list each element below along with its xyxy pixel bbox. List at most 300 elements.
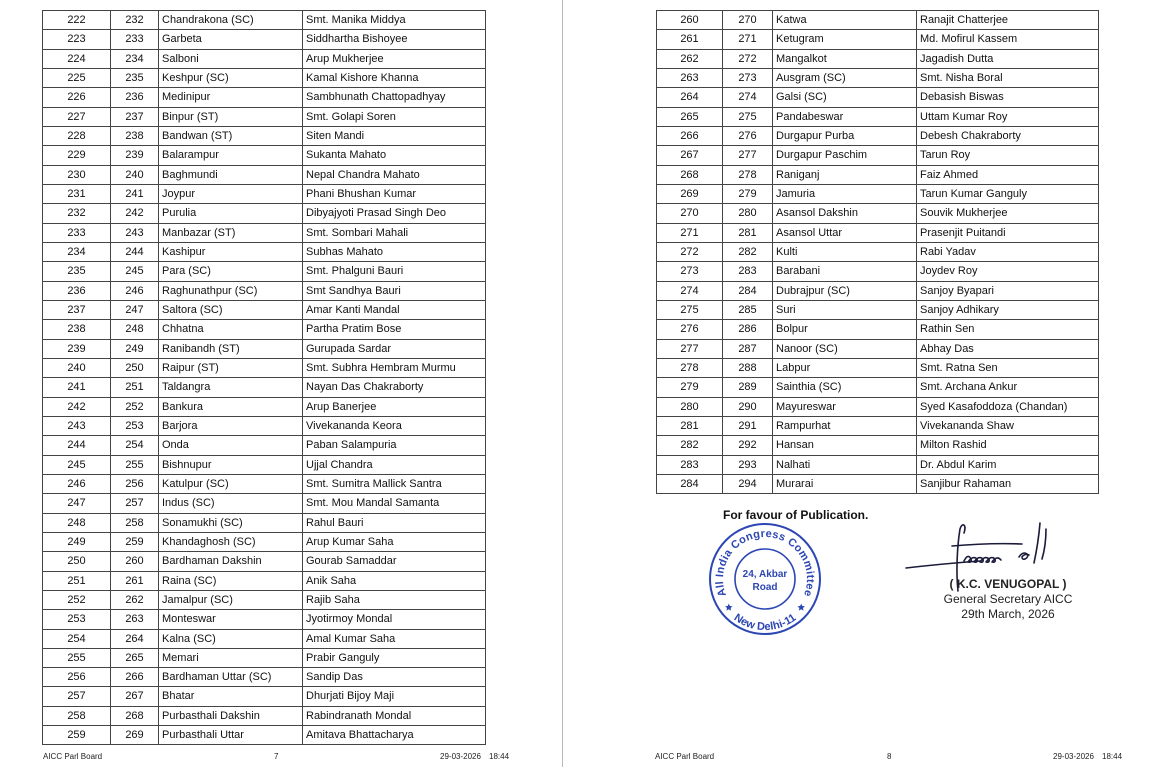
candidate-table-page-7 (42, 10, 486, 745)
serial-number-cell: 262 (657, 50, 723, 68)
ac-number-cell: 254 (111, 436, 159, 454)
constituency-cell: Bhatar (159, 687, 303, 705)
serial-number-cell: 242 (43, 398, 111, 416)
ac-number-cell: 292 (723, 436, 773, 454)
table-row (43, 398, 485, 417)
table-row (43, 69, 485, 88)
footer-board: AICC Parl Board (43, 752, 103, 761)
constituency-cell: Onda (159, 436, 303, 454)
candidate-cell: Milton Rashid (920, 439, 987, 452)
table-row (657, 146, 1098, 165)
constituency-cell: Jamalpur (SC) (159, 591, 303, 609)
ac-number-cell: 251 (111, 378, 159, 396)
candidate-cell: Smt. Sumitra Mallick Santra (306, 477, 442, 490)
ac-number-cell: 264 (111, 630, 159, 648)
table-row (657, 320, 1098, 339)
serial-number-cell: 259 (43, 726, 111, 744)
table-row (657, 166, 1098, 185)
ac-number-cell: 249 (111, 340, 159, 358)
serial-number-cell: 255 (43, 649, 111, 667)
serial-number-cell: 276 (657, 320, 723, 338)
serial-number-cell: 228 (43, 127, 111, 145)
serial-number-cell: 270 (657, 204, 723, 222)
table-row (43, 30, 485, 49)
constituency-cell: Bandwan (ST) (159, 127, 303, 145)
table-row (43, 687, 485, 706)
ac-number-cell: 265 (111, 649, 159, 667)
candidate-cell: Vivekananda Keora (306, 419, 402, 432)
candidate-cell: Arup Mukherjee (306, 52, 384, 65)
candidate-cell: Smt Sandhya Bauri (306, 284, 401, 297)
serial-number-cell: 249 (43, 533, 111, 551)
table-row (43, 514, 485, 533)
table-row (43, 649, 485, 668)
candidate-cell: Dibyajyoti Prasad Singh Deo (306, 207, 447, 220)
candidate-cell: Sanjoy Byapari (920, 284, 994, 297)
constituency-cell: Medinipur (159, 88, 303, 106)
constituency-cell: Chandrakona (SC) (159, 11, 303, 29)
candidate-cell: Ujjal Chandra (306, 458, 373, 471)
ac-number-cell: 270 (723, 11, 773, 29)
constituency-cell: Raniganj (773, 166, 917, 184)
table-row (43, 456, 485, 475)
constituency-cell: Baghmundi (159, 166, 303, 184)
candidate-cell: Amitava Bhattacharya (306, 729, 414, 742)
constituency-cell: Galsi (SC) (773, 88, 917, 106)
constituency-cell: Bishnupur (159, 456, 303, 474)
ac-number-cell: 247 (111, 301, 159, 319)
ac-number-cell: 253 (111, 417, 159, 435)
candidate-cell: Smt. Mou Mandal Samanta (306, 497, 440, 510)
table-row (657, 378, 1098, 397)
serial-number-cell: 273 (657, 262, 723, 280)
candidate-cell: Dr. Abdul Karim (920, 458, 997, 471)
table-row (657, 243, 1098, 262)
candidate-cell: Smt. Subhra Hembram Murmu (306, 361, 456, 374)
ac-number-cell: 285 (723, 301, 773, 319)
table-row (657, 436, 1098, 455)
constituency-cell: Chhatna (159, 320, 303, 338)
constituency-cell: Taldangra (159, 378, 303, 396)
table-row (657, 417, 1098, 436)
ac-number-cell: 242 (111, 204, 159, 222)
serial-number-cell: 272 (657, 243, 723, 261)
candidate-table-page-8 (656, 10, 1099, 494)
serial-number-cell: 284 (657, 475, 723, 493)
serial-number-cell: 261 (657, 30, 723, 48)
constituency-cell: Balarampur (159, 146, 303, 164)
serial-number-cell: 234 (43, 243, 111, 261)
serial-number-cell: 223 (43, 30, 111, 48)
candidate-cell: Smt. Ratna Sen (920, 361, 998, 374)
table-row (657, 127, 1098, 146)
constituency-cell: Indus (SC) (159, 494, 303, 512)
constituency-cell: Katwa (773, 11, 917, 29)
ac-number-cell: 255 (111, 456, 159, 474)
candidate-cell: Sandip Das (306, 671, 363, 684)
table-row (43, 262, 485, 281)
candidate-cell: Jagadish Dutta (920, 52, 994, 65)
table-row (43, 359, 485, 378)
constituency-cell: Durgapur Purba (773, 127, 917, 145)
constituency-cell: Saltora (SC) (159, 301, 303, 319)
constituency-cell: Bardhaman Dakshin (159, 552, 303, 570)
ac-number-cell: 246 (111, 282, 159, 300)
table-row (43, 11, 485, 30)
serial-number-cell: 252 (43, 591, 111, 609)
candidate-cell: Kamal Kishore Khanna (306, 71, 419, 84)
signatory-date: 29th March, 2026 (961, 607, 1055, 621)
page-divider (562, 0, 563, 767)
constituency-cell: Bardhaman Uttar (SC) (159, 668, 303, 686)
constituency-cell: Ranibandh (ST) (159, 340, 303, 358)
candidate-cell: Jyotirmoy Mondal (306, 613, 393, 626)
serial-number-cell: 251 (43, 572, 111, 590)
ac-number-cell: 233 (111, 30, 159, 48)
serial-number-cell: 241 (43, 378, 111, 396)
constituency-cell: Kashipur (159, 243, 303, 261)
ac-number-cell: 257 (111, 494, 159, 512)
ac-number-cell: 236 (111, 88, 159, 106)
stamp-outer-text: All India Congress Committee (713, 527, 817, 599)
serial-number-cell: 266 (657, 127, 723, 145)
serial-number-cell: 282 (657, 436, 723, 454)
candidate-cell: Arup Banerjee (306, 400, 377, 413)
serial-number-cell: 254 (43, 630, 111, 648)
ac-number-cell: 258 (111, 514, 159, 532)
footer-time: 18:44 (489, 752, 510, 761)
serial-number-cell: 233 (43, 224, 111, 242)
ac-number-cell: 269 (111, 726, 159, 744)
serial-number-cell: 250 (43, 552, 111, 570)
table-row (43, 224, 485, 243)
constituency-cell: Sainthia (SC) (773, 378, 917, 396)
table-row (43, 726, 485, 745)
candidate-cell: Ranajit Chatterjee (920, 14, 1009, 26)
table-row (43, 533, 485, 552)
candidate-cell: Sanjibur Rahaman (920, 477, 1012, 490)
serial-number-cell: 244 (43, 436, 111, 454)
ac-number-cell: 266 (111, 668, 159, 686)
constituency-cell: Manbazar (ST) (159, 224, 303, 242)
serial-number-cell: 264 (657, 88, 723, 106)
table-row (43, 668, 485, 687)
serial-number-cell: 268 (657, 166, 723, 184)
ac-number-cell: 245 (111, 262, 159, 280)
constituency-cell: Keshpur (SC) (159, 69, 303, 87)
table-row (43, 630, 485, 649)
constituency-cell: Purbasthali Uttar (159, 726, 303, 744)
signatory-designation: General Secretary AICC (943, 592, 1073, 606)
constituency-cell: Memari (159, 649, 303, 667)
candidate-cell: Souvik Mukherjee (920, 207, 1008, 220)
constituency-cell: Mayureswar (773, 398, 917, 416)
serial-number-cell: 258 (43, 707, 111, 725)
table-row (43, 707, 485, 726)
ac-number-cell: 281 (723, 224, 773, 242)
candidate-cell: Anik Saha (306, 574, 357, 587)
ac-number-cell: 262 (111, 591, 159, 609)
constituency-cell: Para (SC) (159, 262, 303, 280)
serial-number-cell: 265 (657, 108, 723, 126)
candidate-cell: Smt. Golapi Soren (306, 110, 396, 123)
serial-number-cell: 230 (43, 166, 111, 184)
ac-number-cell: 241 (111, 185, 159, 203)
table-row (657, 475, 1098, 494)
ac-number-cell: 291 (723, 417, 773, 435)
constituency-cell: Kalna (SC) (159, 630, 303, 648)
constituency-cell: Jamuria (773, 185, 917, 203)
candidate-cell: Amal Kumar Saha (306, 632, 396, 645)
candidate-cell: Joydev Roy (920, 265, 978, 278)
constituency-cell: Kulti (773, 243, 917, 261)
constituency-cell: Garbeta (159, 30, 303, 48)
stamp-center-line1: 24, Akbar (742, 569, 788, 580)
ac-number-cell: 234 (111, 50, 159, 68)
table-row (657, 69, 1098, 88)
constituency-cell: Raghunathpur (SC) (159, 282, 303, 300)
footer-time: 18:44 (1102, 752, 1123, 761)
serial-number-cell: 232 (43, 204, 111, 222)
serial-number-cell: 248 (43, 514, 111, 532)
ac-number-cell: 252 (111, 398, 159, 416)
constituency-cell: Barabani (773, 262, 917, 280)
ac-number-cell: 268 (111, 707, 159, 725)
ac-number-cell: 238 (111, 127, 159, 145)
constituency-cell: Mangalkot (773, 50, 917, 68)
table-row (657, 456, 1098, 475)
serial-number-cell: 231 (43, 185, 111, 203)
table-row (43, 108, 485, 127)
constituency-cell: Labpur (773, 359, 917, 377)
candidate-cell: Siddhartha Bishoyee (306, 33, 408, 46)
candidate-cell: Smt. Sombari Mahali (306, 226, 409, 239)
constituency-cell: Khandaghosh (SC) (159, 533, 303, 551)
footer-page-number: 7 (274, 752, 279, 761)
constituency-cell: Hansan (773, 436, 917, 454)
ac-number-cell: 278 (723, 166, 773, 184)
constituency-cell: Rampurhat (773, 417, 917, 435)
table-row (43, 552, 485, 571)
table-row (657, 204, 1098, 223)
candidate-cell: Prabir Ganguly (306, 651, 380, 664)
serial-number-cell: 257 (43, 687, 111, 705)
serial-number-cell: 269 (657, 185, 723, 203)
serial-number-cell: 280 (657, 398, 723, 416)
table-row (43, 340, 485, 359)
ac-number-cell: 283 (723, 262, 773, 280)
signatory-block (918, 577, 1098, 622)
table-row (43, 243, 485, 262)
table-row (657, 30, 1098, 49)
table-row (657, 88, 1098, 107)
table-row (657, 11, 1098, 30)
constituency-cell: Barjora (159, 417, 303, 435)
constituency-cell: Katulpur (SC) (159, 475, 303, 493)
ac-number-cell: 288 (723, 359, 773, 377)
stamp-bottom-text: New Delhi-11 (731, 611, 799, 634)
table-row (657, 50, 1098, 69)
candidate-cell: Nepal Chandra Mahato (306, 168, 420, 181)
ac-number-cell: 282 (723, 243, 773, 261)
candidate-cell: Rathin Sen (920, 323, 975, 336)
ac-number-cell: 293 (723, 456, 773, 474)
table-row (657, 340, 1098, 359)
candidate-cell: Vivekananda Shaw (920, 419, 1014, 432)
constituency-cell: Monteswar (159, 610, 303, 628)
candidate-cell: Rabindranath Mondal (306, 709, 412, 722)
table-row (43, 475, 485, 494)
constituency-cell: Purulia (159, 204, 303, 222)
ac-number-cell: 294 (723, 475, 773, 493)
ac-number-cell: 261 (111, 572, 159, 590)
serial-number-cell: 260 (657, 11, 723, 29)
candidate-cell: Smt. Archana Ankur (920, 381, 1018, 394)
serial-number-cell: 227 (43, 108, 111, 126)
candidate-cell: Sukanta Mahato (306, 149, 387, 162)
candidate-cell: Md. Mofirul Kassem (920, 33, 1018, 46)
serial-number-cell: 225 (43, 69, 111, 87)
ac-number-cell: 232 (111, 11, 159, 29)
ac-number-cell: 276 (723, 127, 773, 145)
candidate-cell: Dhurjati Bijoy Maji (306, 690, 395, 703)
ac-number-cell: 272 (723, 50, 773, 68)
ac-number-cell: 250 (111, 359, 159, 377)
serial-number-cell: 222 (43, 11, 111, 29)
table-row (43, 417, 485, 436)
table-row (657, 224, 1098, 243)
candidate-cell: Gourab Samaddar (306, 555, 397, 568)
ac-number-cell: 271 (723, 30, 773, 48)
serial-number-cell: 278 (657, 359, 723, 377)
constituency-cell: Ausgram (SC) (773, 69, 917, 87)
ac-number-cell: 237 (111, 108, 159, 126)
serial-number-cell: 237 (43, 301, 111, 319)
candidate-cell: Nayan Das Chakraborty (306, 381, 424, 394)
stamp-center-line2: Road (752, 582, 778, 593)
candidate-cell: Partha Pratim Bose (306, 323, 402, 336)
candidate-cell: Debasish Biswas (920, 91, 1004, 104)
table-row (43, 166, 485, 185)
table-row (43, 301, 485, 320)
ac-number-cell: 256 (111, 475, 159, 493)
table-row (43, 572, 485, 591)
table-row (43, 50, 485, 69)
constituency-cell: Nanoor (SC) (773, 340, 917, 358)
serial-number-cell: 245 (43, 456, 111, 474)
candidate-cell: Smt. Manika Middya (306, 14, 406, 26)
constituency-cell: Nalhati (773, 456, 917, 474)
table-row (43, 204, 485, 223)
constituency-cell: Murarai (773, 475, 917, 493)
candidate-cell: Rabi Yadav (920, 245, 976, 258)
constituency-cell: Sonamukhi (SC) (159, 514, 303, 532)
candidate-cell: Smt. Nisha Boral (920, 71, 1003, 84)
table-row (43, 436, 485, 455)
candidate-cell: Abhay Das (920, 342, 974, 355)
ac-number-cell: 279 (723, 185, 773, 203)
candidate-cell: Debesh Chakraborty (920, 129, 1021, 142)
ac-number-cell: 244 (111, 243, 159, 261)
ac-number-cell: 275 (723, 108, 773, 126)
serial-number-cell: 271 (657, 224, 723, 242)
table-row (43, 88, 485, 107)
table-row (657, 359, 1098, 378)
constituency-cell: Ketugram (773, 30, 917, 48)
candidate-cell: Rahul Bauri (306, 516, 364, 529)
candidate-cell: Subhas Mahato (306, 245, 384, 258)
footer-page-number: 8 (887, 752, 892, 761)
serial-number-cell: 267 (657, 146, 723, 164)
serial-number-cell: 263 (657, 69, 723, 87)
ac-number-cell: 259 (111, 533, 159, 551)
serial-number-cell: 253 (43, 610, 111, 628)
serial-number-cell: 274 (657, 282, 723, 300)
stamp-star-icon (798, 604, 805, 611)
candidate-cell: Uttam Kumar Roy (920, 110, 1008, 123)
serial-number-cell: 229 (43, 146, 111, 164)
table-row (657, 282, 1098, 301)
table-row (43, 282, 485, 301)
candidate-cell: Sambhunath Chattopadhyay (306, 91, 446, 104)
candidate-cell: Phani Bhushan Kumar (306, 187, 417, 200)
serial-number-cell: 283 (657, 456, 723, 474)
constituency-cell: Suri (773, 301, 917, 319)
serial-number-cell: 236 (43, 282, 111, 300)
serial-number-cell: 275 (657, 301, 723, 319)
footer-date: 29-03-2026 (440, 752, 481, 761)
table-row (43, 610, 485, 629)
serial-number-cell: 243 (43, 417, 111, 435)
candidate-cell: Prasenjit Puitandi (920, 226, 1006, 239)
signatory-name: ( K.C. VENUGOPAL ) (949, 577, 1067, 591)
table-row (43, 185, 485, 204)
candidate-cell: Tarun Roy (920, 149, 971, 162)
candidate-cell: Smt. Phalguni Bauri (306, 265, 404, 278)
serial-number-cell: 256 (43, 668, 111, 686)
constituency-cell: Pandabeswar (773, 108, 917, 126)
candidate-cell: Faiz Ahmed (920, 168, 979, 181)
table-row (657, 262, 1098, 281)
ac-number-cell: 286 (723, 320, 773, 338)
constituency-cell: Raina (SC) (159, 572, 303, 590)
serial-number-cell: 226 (43, 88, 111, 106)
ac-number-cell: 267 (111, 687, 159, 705)
serial-number-cell: 279 (657, 378, 723, 396)
footer-date: 29-03-2026 (1053, 752, 1094, 761)
serial-number-cell: 281 (657, 417, 723, 435)
ac-number-cell: 289 (723, 378, 773, 396)
constituency-cell: Binpur (ST) (159, 108, 303, 126)
candidate-cell: Tarun Kumar Ganguly (920, 187, 1027, 200)
constituency-cell: Durgapur Paschim (773, 146, 917, 164)
constituency-cell: Purbasthali Dakshin (159, 707, 303, 725)
candidate-cell: Rajib Saha (306, 593, 360, 606)
candidate-cell: Syed Kasafoddoza (Chandan) (920, 400, 1068, 413)
candidate-cell: Sanjoy Adhikary (920, 303, 999, 316)
table-row (43, 127, 485, 146)
aicc-stamp-seal (707, 521, 823, 637)
ac-number-cell: 260 (111, 552, 159, 570)
table-row (657, 398, 1098, 417)
footer-board: AICC Parl Board (655, 752, 715, 761)
constituency-cell: Raipur (ST) (159, 359, 303, 377)
serial-number-cell: 240 (43, 359, 111, 377)
table-row (657, 108, 1098, 127)
candidate-cell: Gurupada Sardar (306, 342, 391, 355)
ac-number-cell: 239 (111, 146, 159, 164)
table-row (43, 378, 485, 397)
